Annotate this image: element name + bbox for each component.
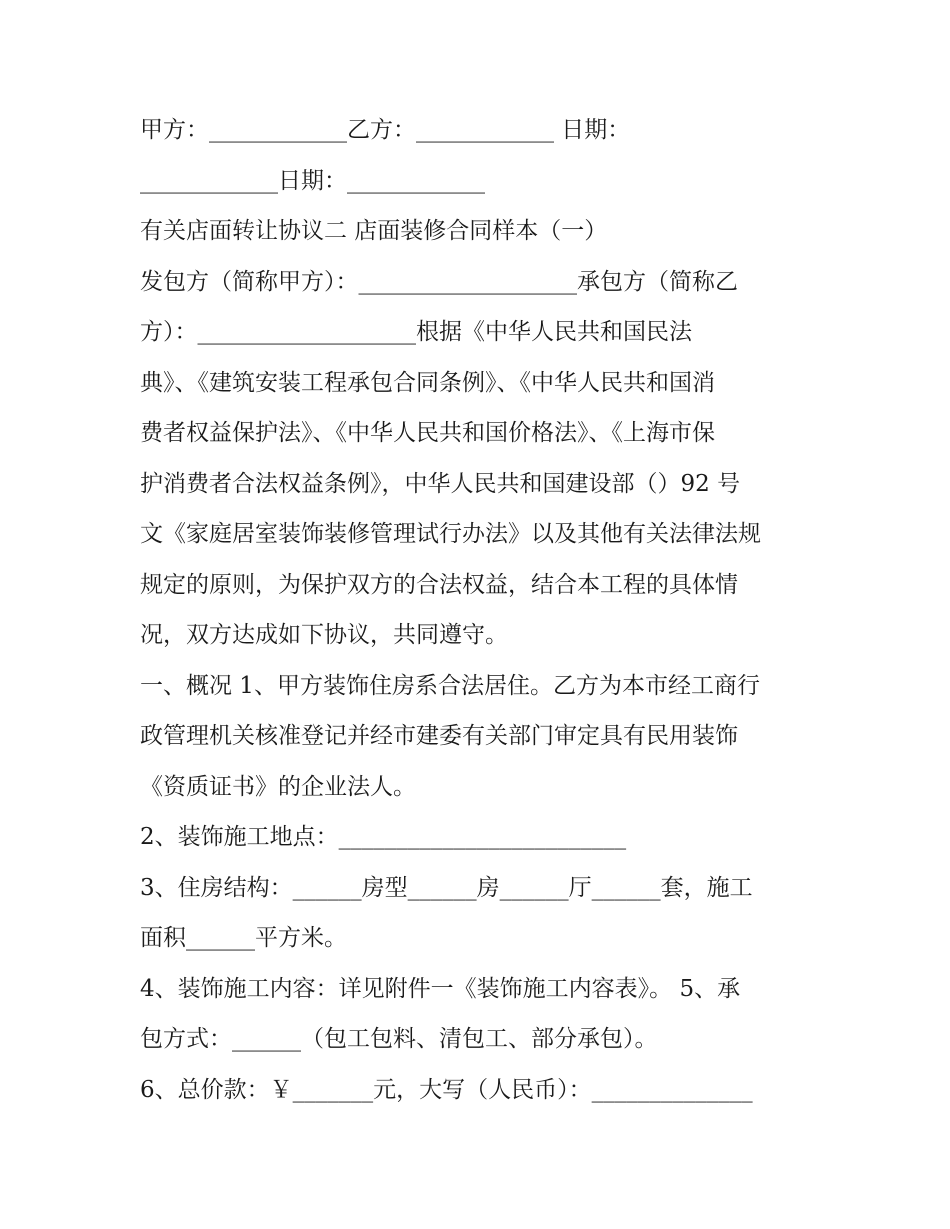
body-line: 方）：___________________根据《中华人民共和国民法 bbox=[140, 319, 692, 345]
body-line: 典》、《建筑安装工程承包合同条例》、《中华人民共和国消 bbox=[140, 370, 715, 396]
body-line: 文《家庭居室装饰装修管理试行办法》以及其他有关法律法规 bbox=[140, 521, 761, 547]
signature-line-parties: 甲方：____________乙方：____________ 日期： bbox=[140, 117, 631, 143]
body-line: 护消费者合法权益条例》，中华人民共和国建设部（）92 号 bbox=[140, 471, 741, 497]
body-line: 规定的原则，为保护双方的合法权益，结合本工程的具体情 bbox=[140, 572, 738, 598]
body-line: 费者权益保护法》、《中华人民共和国价格法》、《上海市保 bbox=[140, 420, 715, 446]
clause-price: 6、总价款：￥_______元，大写（人民币）：______________ bbox=[140, 1077, 753, 1103]
signature-line-dates: ____________日期：____________ bbox=[140, 168, 485, 194]
section-title: 有关店面转让协议二 店面装修合同样本（一） bbox=[140, 218, 608, 244]
clause-structure: 3、住房结构：______房型______房______厅______套，施工 bbox=[140, 875, 753, 901]
body-line: 《资质证书》的企业法人。 bbox=[140, 774, 416, 800]
body-line: 况，双方达成如下协议，共同遵守。 bbox=[140, 622, 508, 648]
body-line: 包方式：______（包工包料、清包工、部分承包）。 bbox=[140, 1026, 658, 1052]
clause-overview: 一、概况 1、甲方装饰住房系合法居住。乙方为本市经工商行 bbox=[140, 673, 760, 699]
body-line: 政管理机关核准登记并经市建委有关部门审定具有民用装饰 bbox=[140, 723, 738, 749]
clause-location: 2、装饰施工地点：_________________________ bbox=[140, 824, 627, 850]
body-line: 发包方（简称甲方）：___________________承包方（简称乙 bbox=[140, 269, 738, 295]
body-line: 面积______平方米。 bbox=[140, 925, 347, 951]
clause-content: 4、装饰施工内容：详见附件一《装饰施工内容表》。 5、承 bbox=[140, 976, 741, 1002]
